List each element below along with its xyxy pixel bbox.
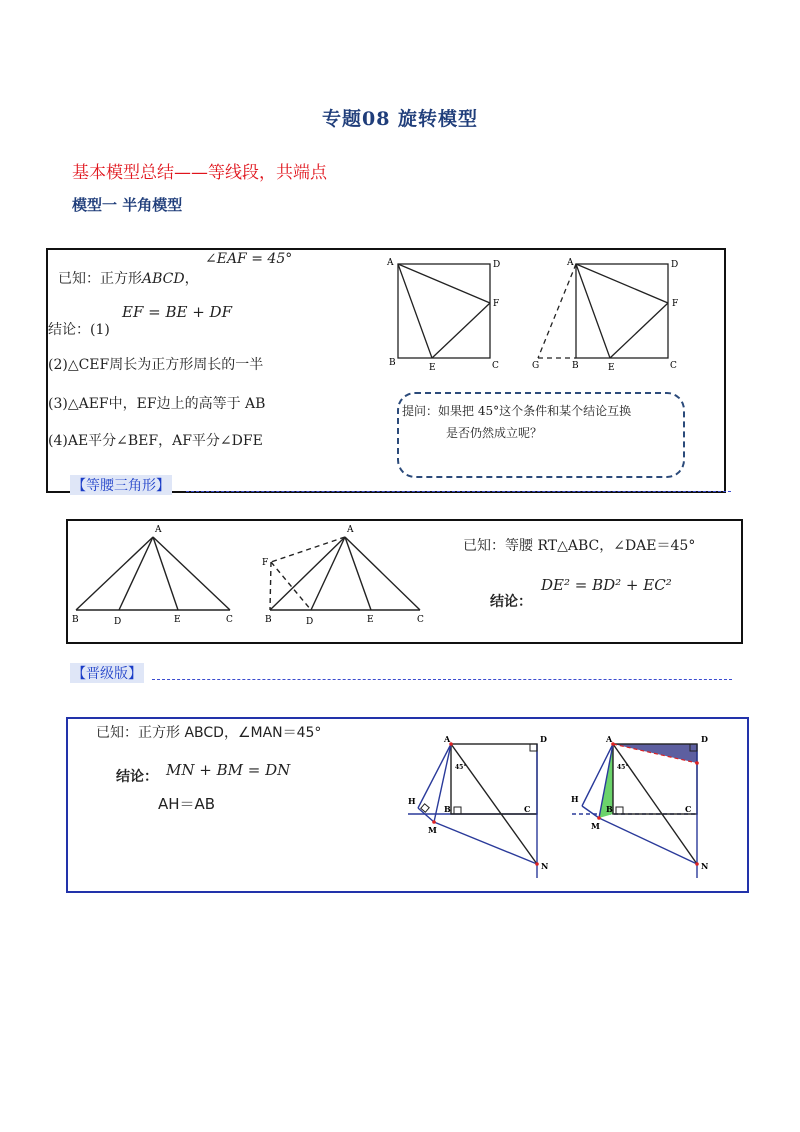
- conclusion-3-ah-ab: AH＝AB: [158, 795, 216, 813]
- dashed-divider: [152, 679, 732, 680]
- label: M: [428, 825, 437, 835]
- label: A: [444, 734, 451, 744]
- segment-ab-2: [270, 537, 345, 610]
- label: B: [265, 615, 272, 625]
- label: B: [572, 361, 579, 371]
- segment-ef-1: [432, 303, 490, 358]
- label: D: [306, 617, 314, 627]
- segment-af-2: [576, 264, 668, 303]
- triangle-figures: [68, 521, 448, 631]
- label: A: [155, 525, 162, 535]
- conclusion-3-formula: MN + BM = DN: [166, 761, 291, 779]
- label: M: [591, 821, 600, 831]
- section-tag-isosceles: 【等腰三角形】: [70, 475, 172, 495]
- segment-ad-1: [119, 537, 153, 610]
- section-subtitle: 基本模型总结——等线段，共端点: [72, 163, 327, 183]
- conclusion-label-2: 结论：: [490, 594, 532, 610]
- segment-fb-dashed: [270, 562, 271, 610]
- label: H: [571, 794, 579, 804]
- label: D: [114, 617, 122, 627]
- label: A: [387, 258, 394, 268]
- segment-hm: [418, 808, 434, 822]
- label: D: [671, 260, 679, 270]
- label: G: [532, 361, 540, 371]
- label: N: [701, 861, 709, 871]
- label: C: [492, 361, 499, 371]
- advanced-figures: [400, 728, 720, 888]
- square-figures: [384, 255, 694, 380]
- label: F: [262, 558, 269, 568]
- segment-ab-1: [76, 537, 153, 610]
- label: C: [670, 361, 677, 371]
- given-line-3: 已知：正方形 ABCD，∠MAN＝45°: [96, 725, 322, 741]
- label: F: [672, 299, 679, 309]
- segment-ae-1: [398, 264, 432, 358]
- segment-hm-2: [582, 806, 599, 818]
- label: A: [567, 258, 574, 268]
- given-line: 已知：正方形ABCD，: [58, 271, 199, 287]
- label: E: [367, 615, 374, 625]
- label: C: [417, 615, 424, 625]
- conclusion-3: (3)△AEF中，EF边上的高等于 AB: [48, 396, 266, 412]
- label: C: [524, 804, 531, 814]
- label: C: [226, 615, 233, 625]
- label: E: [174, 615, 181, 625]
- dashed-divider: [186, 491, 731, 492]
- point-f-2: [695, 761, 699, 765]
- label: E: [429, 363, 436, 373]
- given-line-2: 已知：等腰 RT△ABC，∠DAE＝45°: [463, 538, 696, 554]
- segment-af-1: [398, 264, 490, 303]
- label: A: [606, 734, 613, 744]
- label: 45°: [455, 764, 467, 771]
- segment-ac-1: [153, 537, 230, 610]
- conclusion-4: (4)AE平分∠BEF，AF平分∠DFE: [48, 433, 263, 449]
- square-abcd-2: [576, 264, 668, 358]
- label: C: [685, 804, 692, 814]
- label: E: [608, 363, 615, 373]
- segment-af-dashed: [271, 537, 345, 562]
- label: B: [389, 358, 396, 368]
- segment-ae-2: [576, 264, 610, 358]
- point-m-2: [597, 816, 601, 820]
- given-angle: ∠EAF = 45°: [205, 251, 293, 267]
- segment-ae-2: [345, 537, 371, 610]
- note-line-2: 是否仍然成立呢？: [446, 426, 543, 440]
- note-line-1: 提问：如果把 45°这个条件和某个结论互换: [402, 404, 632, 418]
- label: D: [493, 260, 501, 270]
- right-angle-mark: [454, 807, 461, 814]
- right-angle-mark: [530, 744, 537, 751]
- conclusion-1: EF = BE + DF: [122, 303, 232, 321]
- label: H: [408, 796, 416, 806]
- conclusion-2: (2)△CEF周长为正方形周长的一半: [48, 357, 264, 373]
- point-m: [432, 820, 436, 824]
- right-angle-mark: [616, 807, 623, 814]
- label: B: [606, 804, 613, 814]
- label: B: [72, 615, 79, 625]
- point-n-2: [695, 862, 699, 866]
- label: A: [347, 525, 354, 535]
- label: F: [493, 299, 500, 309]
- label: D: [540, 734, 547, 744]
- conclusion-label-3: 结论：: [116, 769, 158, 785]
- segment-ah: [418, 744, 451, 808]
- segment-ag-dashed: [538, 264, 576, 358]
- conclusion-label: 结论：(1): [48, 322, 110, 338]
- segment-mn-2: [599, 818, 697, 864]
- point-n: [535, 862, 539, 866]
- model-heading: 模型一 半角模型: [72, 196, 183, 214]
- label: B: [444, 804, 451, 814]
- segment-ac-2: [345, 537, 420, 610]
- square-abcd-1: [398, 264, 490, 358]
- label: N: [541, 861, 549, 871]
- label: D: [701, 734, 708, 744]
- segment-ad-2: [311, 537, 345, 610]
- conclusion-2-formula: DE² = BD² + EC²: [541, 576, 672, 594]
- label: 45°: [617, 764, 629, 771]
- page-title: 专题08 旋转模型: [321, 108, 479, 130]
- section-tag-advanced: 【晋级版】: [70, 663, 144, 683]
- segment-ef-2: [610, 303, 668, 358]
